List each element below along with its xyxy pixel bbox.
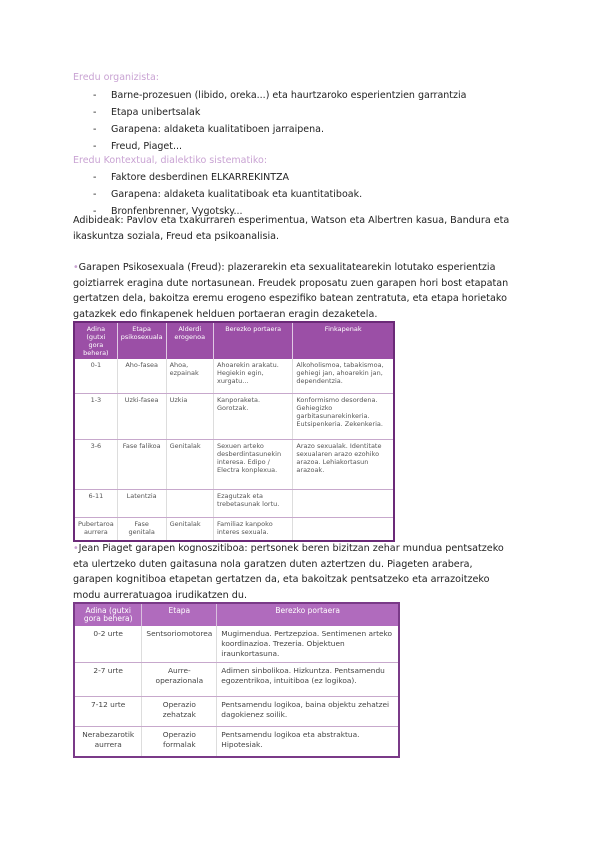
column-header: Etapa [142,603,217,626]
examples-paragraph: Adibideak: Pavlov eta txakurraren esperimentua, Watson eta Albertren kasua, Bandura eta ikaskuntza soziala, Freud eta psikoanalisia. [73,215,510,242]
list-item: - Etapa unibertsalak [93,107,201,118]
table-row: Pubertaroa aurrera Fase genitala Genitalak Familiaz kanpoko interes sexuala. [74,517,394,541]
table-row: 6-11 Latentzia Ezagutzak eta trebetasunak lortu. [74,489,394,517]
list-item: - Garapena: aldaketa kualitatiboak eta kuantitatiboak. [93,189,363,200]
list-item: - Faktore desberdinen ELKARREKINTZA [93,172,290,183]
table-row: 3-6 Fase falikoa Genitalak Sexuen arteko desberdintasunekin interesa. Edipo / Electra konplexua. Arazo sexualak. Identitate sexualaren arazo ezohiko arazoa. Lehiakortasun arazoak. [74,439,394,489]
piaget-stages-table [73,602,400,758]
table-row: 0-1 Aho-fasea Ahoa, ezpainak Ahoarekin arakatu. Hegiekin egin, xurgatu... Alkoholismoa, tabakismoa, gehiegi jan, ahoarekin jan, dependentzia. [74,359,394,393]
section-heading-kontextual: Eredu Kontextual, dialektiko sistematiko: [73,155,268,166]
column-header: Adina (gutxi gora behera) [74,603,142,626]
table-row: 0-2 urte Sentsoriomotorea Mugimendua. Pertzepzioa. Sentimenen arteko koordinazioa. Trezeria. Objektuen iraunkortasuna. [74,626,399,663]
table-row: 1-3 Uzki-fasea Uzkia Kanporaketa. Gorotzak. Konformismo desordena. Gehiegizko garbitasunarekinkeria. Eutsipenkeria. Zekenkeria. [74,393,394,439]
table-row: 2-7 urte Aurre-operazionala Adimen sinbolikoa. Hizkuntza. Pentsamendu egozentrikoa, intuitiboa (ez logikoa). [74,663,399,697]
list-item: - Freud, Piaget... [93,141,183,152]
table-row: 7-12 urte Operazio zehatzak Pentsamendu logikoa, baina objektu zehatzei dagokienez soilik. [74,697,399,727]
column-header: Berezko portaera [217,603,399,626]
column-header: Adina (gutxi gora behera) [74,322,117,359]
piaget-paragraph: •Jean Piaget garapen kognoszitiboa: pertsonek beren bizitzan zehar mundua pentsatzeko eta ulertzeko duten gaitasuna nola garatzen duten aztertzen du. Piageten arabera, garapen kognitiboa etapetan gertatzen da, eta bakoitzak pentsatzeko eta arrazoitzeko modu aurreratuagoa irudikatzen du. [73,543,504,601]
freud-stages-table [73,321,395,542]
column-header: Berezko portaera [213,322,292,359]
list-item: - Barne-prozesuen (libido, oreka...) eta haurtzaroko esperientzien garrantzia [93,90,467,101]
section-heading-organizista: Eredu organizista: [73,72,160,83]
column-header: Finkapenak [293,322,394,359]
freud-paragraph: •Garapen Psikosexuala (Freud): plazerarekin eta sexualitatearekin lotutako esperientzia goiztiarrek eragina dute nortasunean. Freudek proposatu zuen garapen hori bost etapatan gertatzen dela, bakoitza eremu erogeno espezifiko batean zentratuta, eta etapa horietako gatazkek edo finkapenek helduen portaeran eragin dezaketela. [73,262,509,320]
list-item: - Garapena: aldaketa kualitatiboen jarraipena. [93,124,325,135]
table-header-row [74,603,399,626]
column-header: Alderdi erogenoa [166,322,213,359]
table-row: Nerabezarotik aurrera Operazio formalak Pentsamendu logikoa eta abstraktua. Hipotesiak. [74,727,399,757]
list-item: - Bronfenbrenner, Vygotsky... [93,206,243,217]
column-header: Etapa psikosexuala [117,322,166,359]
table-header-row [74,322,394,359]
